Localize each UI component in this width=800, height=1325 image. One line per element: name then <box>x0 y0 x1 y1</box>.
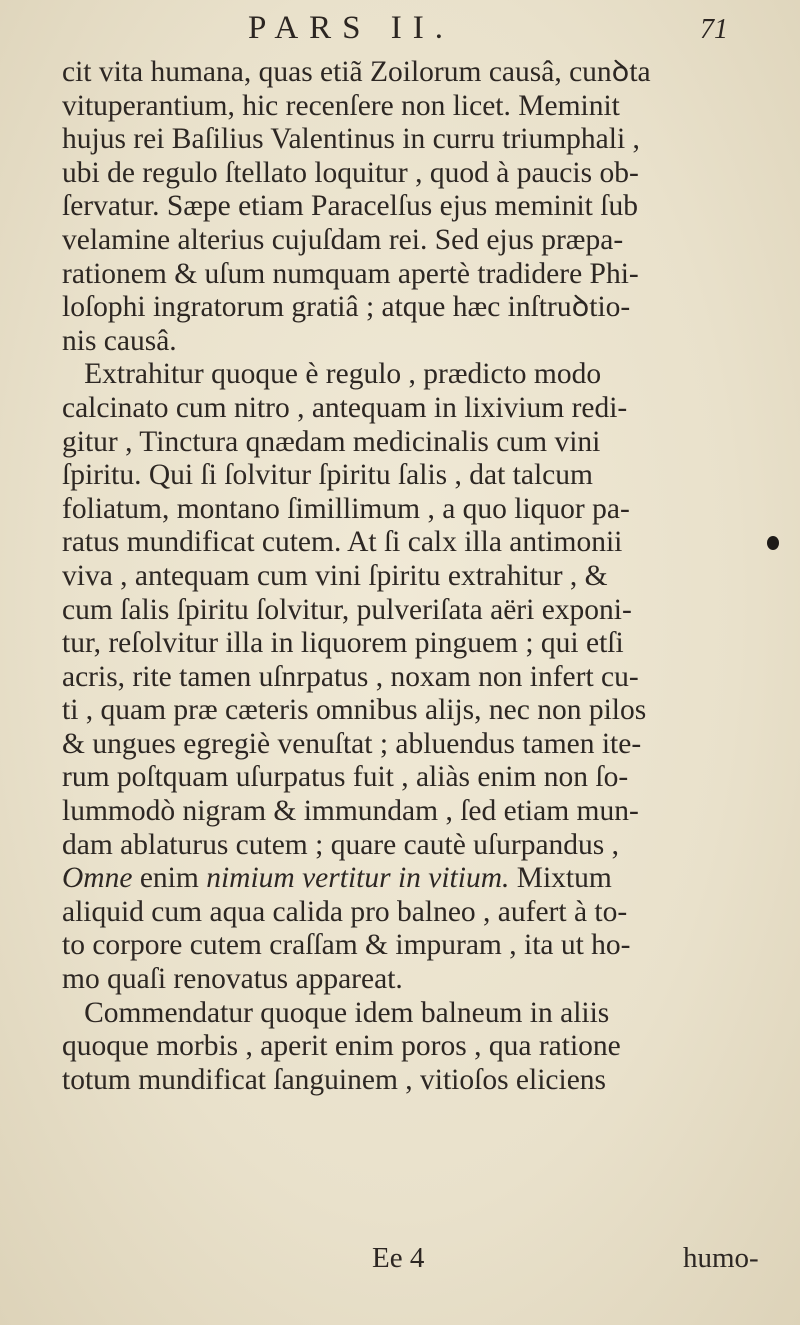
text-segment: lummodò nigram & immundam , ſed etiam mun- <box>62 795 639 828</box>
text-line <box>62 493 762 527</box>
text-segment: ti , quam præ cæteris omnibus alijs, nec non pilos <box>62 694 647 727</box>
text-line <box>62 358 762 392</box>
text-line <box>62 426 762 460</box>
running-title: PARS II. <box>248 10 454 46</box>
text-line <box>62 258 762 292</box>
text-segment: vituperantium, hic recenſere non licet. Meminit <box>62 89 620 122</box>
text-segment: rationem & uſum numquam apertè tradidere Phi- <box>62 257 639 290</box>
text-segment: to corpore cutem craſſam & impuram , ita ut ho- <box>62 929 631 962</box>
text-segment: acris, rite tamen uſnrpatus , noxam non infert cu- <box>62 660 639 693</box>
text-segment: cum ſalis ſpiritu ſolvitur, pulveriſata aëri exponi- <box>62 593 632 626</box>
text-segment: ubi de regulo ſtellato loquitur , quod à paucis ob- <box>62 156 639 189</box>
text-segment: tur, reſolvitur illa in liquorem pinguem ; qui etſi <box>62 627 624 660</box>
text-segment: nis causâ. <box>62 324 177 357</box>
text-segment: aliquid cum aqua calida pro balneo , aufert à to- <box>62 895 628 928</box>
catchword: humo- <box>683 1242 759 1274</box>
text-segment: rum poſtquam uſurpatus fuit , aliàs enim non ſo- <box>62 761 629 794</box>
text-line <box>62 929 762 963</box>
italic-segment: nimium vertitur in vitium. <box>206 862 510 895</box>
text-line <box>62 627 762 661</box>
text-line <box>62 594 762 628</box>
text-segment: totum mundificat ſanguinem , vitioſos eliciens <box>62 1063 607 1096</box>
text-line <box>62 291 762 325</box>
text-line <box>62 526 762 560</box>
page-footer <box>0 1242 800 1282</box>
text-line <box>62 694 762 728</box>
body-text <box>62 56 762 1097</box>
text-line <box>62 157 762 191</box>
text-line <box>62 795 762 829</box>
text-segment: hujus rei Baſilius Valentinus in curru triumphali , <box>62 123 640 156</box>
text-segment: Mixtum <box>509 862 612 895</box>
text-segment: ſpiritu. Qui ſi ſolvitur ſpiritu ſalis , dat talcum <box>62 459 593 492</box>
text-line <box>62 325 762 359</box>
text-segment: cit vita humana, quas etiã Zoilorum causâ, cunꝺta <box>62 56 651 88</box>
text-line <box>62 190 762 224</box>
text-segment: gitur , Tinctura qnædam medicinalis cum vini <box>62 425 601 458</box>
text-segment: velamine alterius cujuſdam rei. Sed ejus præpa- <box>62 223 624 256</box>
text-line <box>62 997 762 1031</box>
text-line <box>62 560 762 594</box>
text-segment: viva , antequam cum vini ſpiritu extrahitur , & <box>62 559 608 592</box>
text-line <box>62 896 762 930</box>
signature-mark: Ee 4 <box>372 1242 425 1274</box>
text-segment: ſervatur. Sæpe etiam Paracelſus ejus meminit ſub <box>62 190 638 223</box>
text-line <box>62 829 762 863</box>
text-line <box>62 862 762 896</box>
text-line <box>62 761 762 795</box>
text-line <box>62 224 762 258</box>
text-line <box>62 728 762 762</box>
page-number: 71 <box>700 14 728 45</box>
page-header <box>0 4 800 54</box>
text-line <box>62 1030 762 1064</box>
text-segment: quoque morbis , aperit enim poros , qua ratione <box>62 1030 621 1063</box>
text-segment: calcinato cum nitro , antequam in lixivium redi- <box>62 391 628 424</box>
text-segment: Commendatur quoque idem balneum in aliis <box>62 996 610 1029</box>
text-line <box>62 90 762 124</box>
text-segment: dam ablaturus cutem ; quare cautè uſurpandus , <box>62 828 620 861</box>
text-line <box>62 392 762 426</box>
ink-spot <box>767 536 779 550</box>
text-line <box>62 661 762 695</box>
text-segment: & ungues egregiè venuſtat ; abluendus tamen ite- <box>62 727 642 760</box>
text-line <box>62 123 762 157</box>
text-segment: mo quaſi renovatus appareat. <box>62 963 403 996</box>
italic-segment: Omne <box>62 862 133 895</box>
text-segment: Extrahitur quoque è regulo , prædicto modo <box>62 358 602 391</box>
text-segment: foliatum, montano ſimillimum , a quo liquor pa- <box>62 492 630 525</box>
text-segment: ratus mundificat cutem. At ſi calx illa antimonii <box>62 526 623 559</box>
text-line <box>62 459 762 493</box>
text-line <box>62 1064 762 1098</box>
text-line <box>62 963 762 997</box>
text-line <box>62 56 762 90</box>
text-segment: loſophi ingratorum gratiâ ; atque hæc inſtruꝺtio- <box>62 291 631 324</box>
text-segment: enim <box>132 862 207 895</box>
